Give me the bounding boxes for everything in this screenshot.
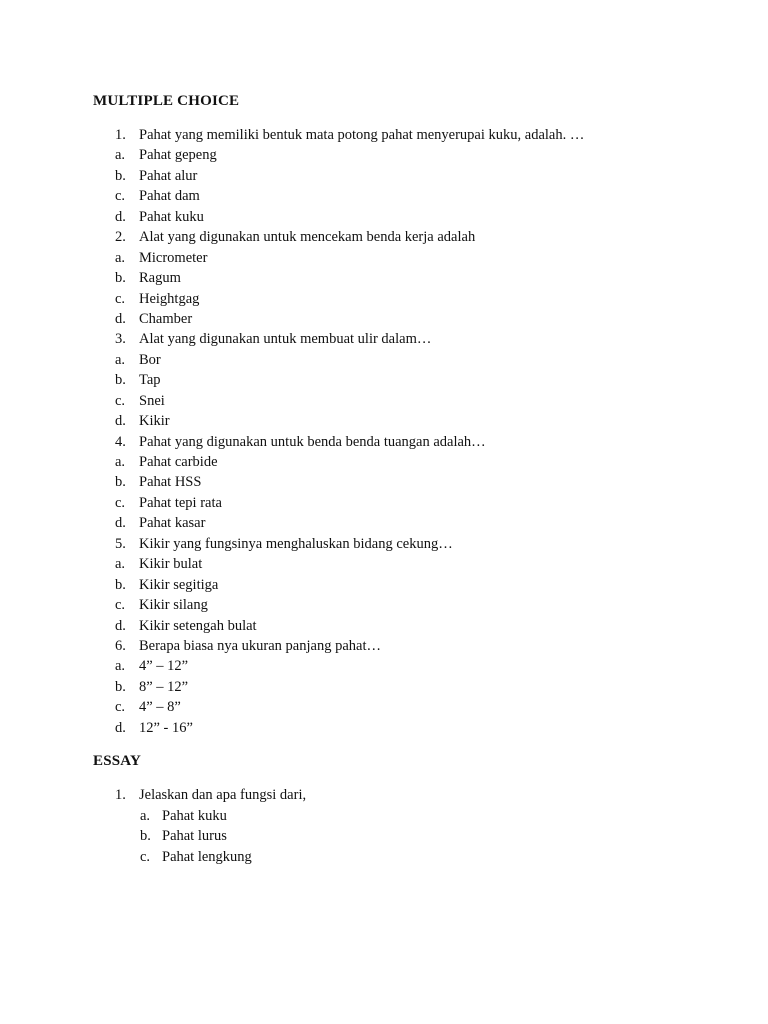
answer-option-text: Kikir bulat <box>139 556 203 573</box>
question-item <box>0 125 768 145</box>
question-item-text: Pahat yang digunakan untuk benda benda tuangan adalah… <box>139 433 486 450</box>
essay-sub-item-marker: c. <box>140 848 151 865</box>
answer-option-marker: d. <box>115 515 126 532</box>
answer-option-marker: c. <box>115 392 126 409</box>
answer-option-text: Ragum <box>139 270 181 287</box>
answer-option <box>0 350 768 370</box>
answer-option <box>0 289 768 309</box>
answer-option-marker: d. <box>115 413 126 430</box>
answer-option <box>0 268 768 288</box>
essay-sub-item <box>0 847 768 868</box>
answer-option <box>0 513 768 533</box>
answer-option <box>0 370 768 390</box>
answer-option-text: Kikir <box>139 413 170 430</box>
answer-option-marker: c. <box>115 597 126 614</box>
essay-sub-item-text: Pahat kuku <box>162 807 227 824</box>
answer-option-marker: b. <box>115 270 126 287</box>
question-item-text: Alat yang digunakan untuk mencekam benda kerja adalah <box>139 229 476 246</box>
essay-question <box>0 785 768 806</box>
question-item-marker: 3. <box>115 331 126 348</box>
question-item-text: Pahat yang memiliki bentuk mata potong pahat menyerupai kuku, adalah. … <box>139 127 585 143</box>
answer-option-marker: b. <box>115 167 126 184</box>
answer-option <box>0 656 768 676</box>
essay-list <box>0 785 768 867</box>
answer-option-text: Heightgag <box>139 290 200 307</box>
answer-option-marker: c. <box>115 699 126 716</box>
answer-option-marker: b. <box>115 372 126 389</box>
answer-option-marker: d. <box>115 208 126 225</box>
answer-option <box>0 145 768 165</box>
answer-option-text: Pahat kuku <box>139 208 204 225</box>
answer-option <box>0 595 768 615</box>
answer-option-marker: d. <box>115 310 126 327</box>
multiple-choice-heading: MULTIPLE CHOICE <box>93 93 240 109</box>
answer-option-text: Pahat kasar <box>139 515 206 532</box>
answer-option <box>0 554 768 574</box>
essay-sub-item-marker: a. <box>140 807 151 824</box>
answer-option-marker: c. <box>115 188 126 205</box>
answer-option <box>0 575 768 595</box>
answer-option-text: 4” – 12” <box>139 658 189 675</box>
answer-option-text: Pahat gepeng <box>139 147 217 164</box>
answer-option <box>0 186 768 206</box>
answer-option <box>0 452 768 472</box>
answer-option-marker: c. <box>115 494 126 511</box>
answer-option-text: Bor <box>139 351 161 368</box>
answer-option-marker: a. <box>115 147 126 164</box>
answer-option-text: 8” – 12” <box>139 678 189 695</box>
answer-option <box>0 616 768 636</box>
question-item-marker: 6. <box>115 637 126 654</box>
answer-option-marker: a. <box>115 249 126 266</box>
answer-option-marker: c. <box>115 290 126 307</box>
answer-option-marker: a. <box>115 658 126 675</box>
question-item <box>0 227 768 247</box>
essay-sub-item <box>0 806 768 827</box>
essay-sub-item-marker: b. <box>140 828 151 844</box>
answer-option <box>0 697 768 717</box>
question-item <box>0 329 768 349</box>
question-item-text: Alat yang digunakan untuk membuat ulir dalam… <box>139 331 432 348</box>
answer-option <box>0 472 768 492</box>
answer-option <box>0 207 768 227</box>
essay-question-text: Jelaskan dan apa fungsi dari, <box>139 787 307 803</box>
answer-option-text: Pahat HSS <box>139 474 202 491</box>
multiple-choice-list <box>0 125 768 738</box>
answer-option-marker: b. <box>115 474 126 491</box>
question-item-marker: 5. <box>115 535 126 552</box>
answer-option-text: Kikir segitiga <box>139 576 219 593</box>
answer-option-marker: b. <box>115 678 126 695</box>
answer-option <box>0 309 768 329</box>
answer-option <box>0 248 768 268</box>
answer-option-text: Pahat carbide <box>139 454 218 470</box>
answer-option-text: Pahat dam <box>139 188 200 205</box>
essay-question-marker: 1. <box>115 787 126 803</box>
question-item-text: Kikir yang fungsinya menghaluskan bidang cekung… <box>139 535 453 552</box>
answer-option-marker: d. <box>115 617 126 634</box>
answer-option <box>0 677 768 697</box>
answer-option <box>0 718 768 738</box>
answer-option-text: 12” - 16” <box>139 719 193 736</box>
question-item-marker: 4. <box>115 433 126 450</box>
answer-option-text: Chamber <box>139 310 193 327</box>
answer-option-marker: d. <box>115 719 126 736</box>
answer-option-text: Snei <box>139 392 165 409</box>
answer-option <box>0 493 768 513</box>
essay-sub-item-text: Pahat lurus <box>162 828 227 844</box>
answer-option <box>0 166 768 186</box>
answer-option-text: Kikir setengah bulat <box>139 617 257 634</box>
answer-option-text: Tap <box>139 372 161 389</box>
question-item <box>0 636 768 656</box>
question-item-marker: 2. <box>115 229 126 246</box>
answer-option-text: Pahat alur <box>139 167 198 184</box>
answer-option <box>0 411 768 431</box>
answer-option-marker: b. <box>115 576 126 593</box>
question-item-marker: 1. <box>115 127 126 143</box>
question-item-text: Berapa biasa nya ukuran panjang pahat… <box>139 637 381 654</box>
answer-option-text: Micrometer <box>139 249 208 266</box>
answer-option-text: 4” – 8” <box>139 699 181 716</box>
answer-option-marker: a. <box>115 556 126 573</box>
question-item <box>0 534 768 554</box>
answer-option-text: Pahat tepi rata <box>139 494 222 511</box>
answer-option-marker: a. <box>115 454 126 470</box>
answer-option-text: Kikir silang <box>139 597 208 614</box>
essay-sub-item <box>0 826 768 847</box>
question-item <box>0 432 768 452</box>
answer-option-marker: a. <box>115 351 126 368</box>
essay-sub-item-text: Pahat lengkung <box>162 848 252 865</box>
essay-heading: ESSAY <box>93 753 141 769</box>
answer-option <box>0 391 768 411</box>
